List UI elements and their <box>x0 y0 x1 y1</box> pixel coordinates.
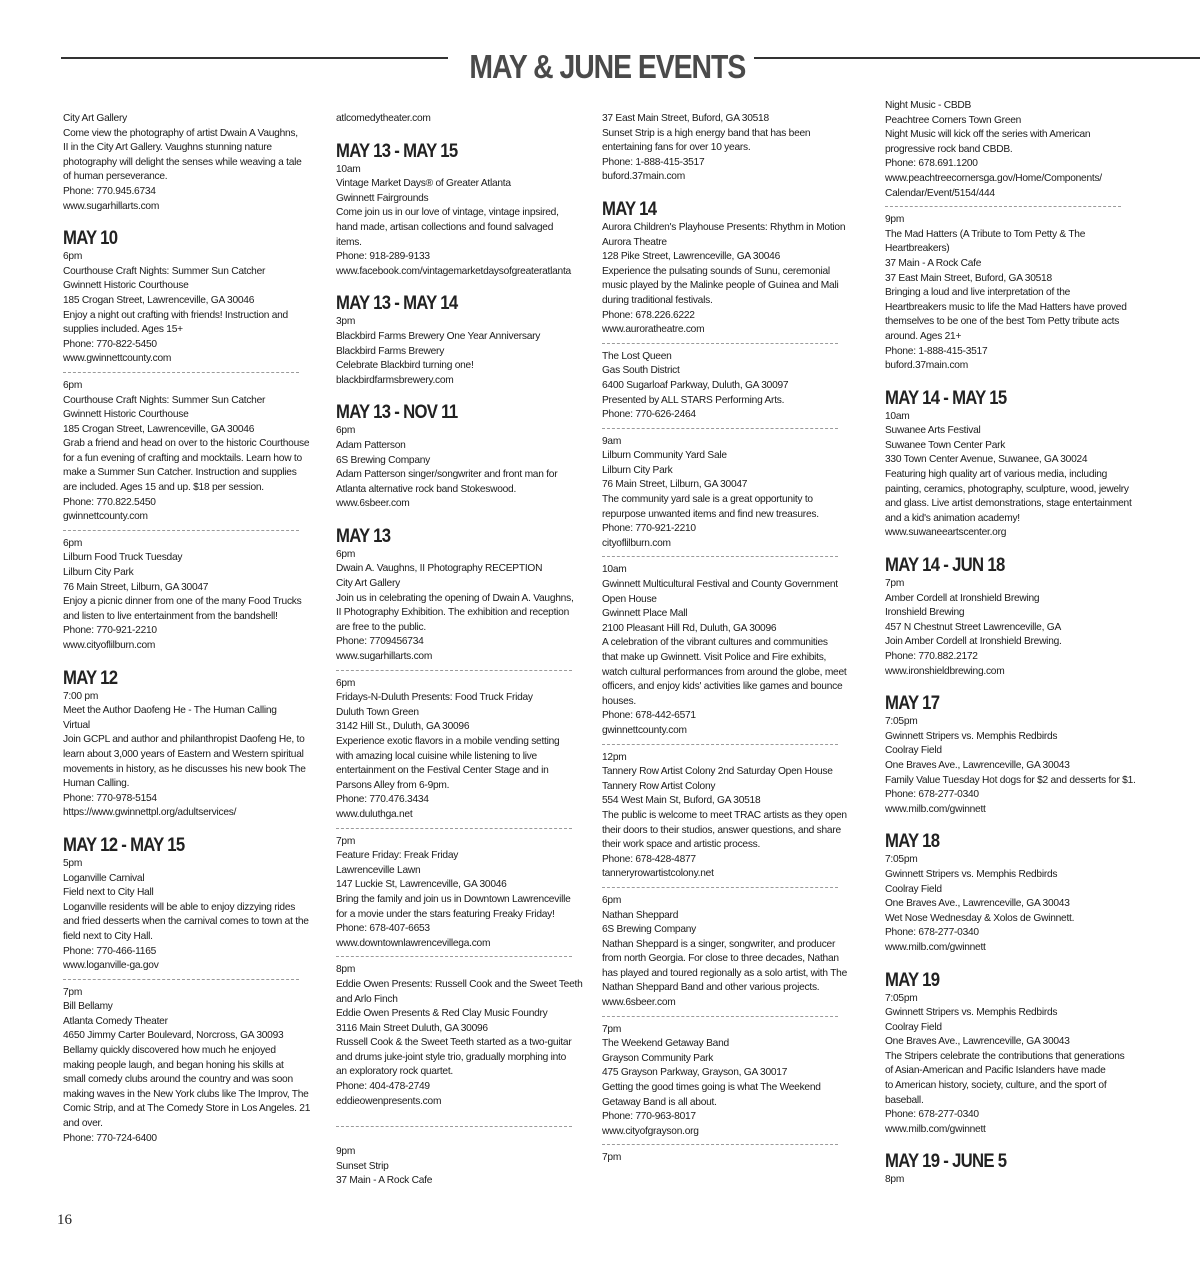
event-text-line: 7pm <box>602 1152 622 1164</box>
event-text-line: are free to the public. <box>336 621 426 633</box>
event-text-line: Parsons Alley from 6-9pm. <box>336 779 450 791</box>
event-text-line: www.6sbeer.com <box>336 498 410 510</box>
event-text-line: of Asian-American and Pacific Islanders have made <box>885 1065 1106 1077</box>
event-text-line: photography will delight the senses while weaving a tale <box>63 156 302 168</box>
event-text-line: 4650 Jimmy Carter Boulevard, Norcross, GA 30093 <box>63 1030 284 1042</box>
event-text-line: 554 West Main St, Buford, GA 30518 <box>602 795 761 807</box>
event-text-line: Adam Patterson singer/songwriter and front man for <box>336 469 558 481</box>
event-text-line: Phone: 678.226.6222 <box>602 309 695 321</box>
event-text-line: Phone: 1-888-415-3517 <box>602 156 705 168</box>
event-text-line: www.sugarhillarts.com <box>63 200 160 212</box>
event-divider <box>336 670 572 671</box>
event-text-line: Aurora Children's Playhouse Presents: Rhythm in Motion <box>602 221 846 233</box>
event-text-line: Meet the Author Daofeng He - The Human Calling <box>63 705 277 717</box>
event-text-line: Join GCPL and author and philanthropist Daofeng He, to <box>63 734 305 746</box>
event-text-line: Nathan Sheppard is a singer, songwriter, and producer <box>602 938 836 950</box>
event-text-line: A celebration of the vibrant cultures and communities <box>602 637 828 649</box>
event-text-line: 6pm <box>63 379 83 391</box>
event-text-line: Phone: 678-428-4877 <box>602 853 696 865</box>
event-text-line: their doors to their studios, answer questions, and share <box>602 824 841 836</box>
event-text-line: Presented by ALL STARS Performing Arts. <box>602 394 785 406</box>
event-text-line: atlcomedytheater.com <box>336 113 431 124</box>
event-text-line: Comic Strip, and at The Comedy Store in Los Angeles. 21 <box>63 1103 311 1115</box>
event-text-line: 7pm <box>602 1023 622 1035</box>
event-text-line: and glass. Live artist demonstrations, stage entertainment <box>885 498 1132 510</box>
event-text-line: 7pm <box>63 986 83 998</box>
event-text-line: 6pm <box>63 251 83 263</box>
event-text-line: painting, ceramics, photography, sculpture, wood, jewelry <box>885 483 1129 495</box>
event-text-line: Getaway Band is all about. <box>602 1096 717 1108</box>
event-text-line: houses. <box>602 695 636 707</box>
event-text-line: and listen to live entertainment from the bandshell! <box>63 610 278 622</box>
event-divider <box>602 1016 838 1017</box>
event-text-line: Phone: 770-921-2210 <box>602 523 696 535</box>
event-text-line: Grab a friend and head on over to the historic Courthouse <box>63 438 310 450</box>
event-text-line: Field next to City Hall <box>63 887 154 899</box>
event-text-line: 2100 Pleasant Hill Rd, Duluth, GA 30096 <box>602 622 777 634</box>
event-text-line: Lilburn Community Yard Sale <box>602 450 727 462</box>
event-text-line: 7:05pm <box>885 854 918 866</box>
event-date-heading: MAY 12 <box>63 667 118 689</box>
event-text-line: Sunset Strip is a high energy band that has been <box>602 127 811 139</box>
event-text-line: 7:05pm <box>885 992 918 1004</box>
event-text-line: Phone: 678.691.1200 <box>885 158 978 170</box>
event-text-line: for a fun evening of crafting and mocktails. Learn how to <box>63 452 302 464</box>
event-text-line: Coolray Field <box>885 1021 942 1033</box>
event-text-line: Gwinnett Multicultural Festival and County Government <box>602 579 838 591</box>
event-text-line: making people laugh, and began honing his skills at <box>63 1059 284 1071</box>
event-text-line: Coolray Field <box>885 883 942 895</box>
event-text-line: 475 Grayson Parkway, Grayson, GA 30017 <box>602 1067 788 1079</box>
event-text-line: Phone: 678-407-6653 <box>336 923 430 935</box>
event-text-line: Loganville Carnival <box>63 872 145 884</box>
event-text-line: Amber Cordell at Ironshield Brewing <box>885 592 1040 604</box>
event-text-line: small comedy clubs around the country and was soon <box>63 1074 293 1086</box>
event-text-line: Phone: 770-724-6400 <box>63 1132 157 1144</box>
event-divider <box>602 1144 838 1145</box>
event-text-line: https://www.gwinnettpl.org/adultservices/ <box>63 807 237 819</box>
event-text-line: around. Ages 21+ <box>885 330 962 342</box>
event-text-line: Ironshield Brewing <box>885 607 965 619</box>
event-text-line: Peachtree Corners Town Green <box>885 114 1022 126</box>
event-text-line: Aurora Theatre <box>602 236 667 248</box>
event-text-line: Suwanee Arts Festival <box>885 425 981 437</box>
event-text-line: 6pm <box>602 894 622 906</box>
event-text-line: Bring the family and join us in Downtown Lawrenceville <box>336 893 571 905</box>
event-text-line: www.loganville-ga.gov <box>63 960 159 972</box>
event-text-line: www.downtownlawrencevillega.com <box>336 937 491 949</box>
event-text-line: 10am <box>885 410 910 422</box>
event-text-line: Night Music - CBDB <box>885 100 972 111</box>
event-divider <box>602 744 838 745</box>
event-text-line: Experience the pulsating sounds of Sunu, ceremonial <box>602 265 830 277</box>
event-text-line: learn about 3,000 years of Eastern and Western spiritual <box>63 748 304 760</box>
event-text-line: gwinnettcounty.com <box>63 511 148 523</box>
event-date-heading: MAY 13 - MAY 15 <box>336 140 458 162</box>
event-text-line: www.6sbeer.com <box>602 997 676 1009</box>
event-text-line: buford.37main.com <box>885 360 968 372</box>
event-text-line: 6pm <box>336 425 356 437</box>
event-text-line: 6S Brewing Company <box>602 924 697 936</box>
event-text-line: and drums juke-joint style trio, gradually morphing into <box>336 1051 567 1063</box>
event-text-line: progressive rock band CBDB. <box>885 143 1013 155</box>
event-text-line: City Art Gallery <box>336 578 400 590</box>
header-rule-left <box>61 57 448 59</box>
event-text-line: Gas South District <box>602 365 680 377</box>
event-text-line: buford.37main.com <box>602 171 685 183</box>
event-text-line: 6pm <box>336 677 356 689</box>
event-text-line: City Art Gallery <box>63 113 127 124</box>
event-text-line: 6pm <box>63 537 83 549</box>
event-date-heading: MAY 18 <box>885 831 940 853</box>
event-text-line: Phone: 770.822.5450 <box>63 496 156 508</box>
event-text-line: are included. Ages 15 and up. $18 per session. <box>63 482 264 494</box>
event-text-line: Feature Friday: Freak Friday <box>336 850 459 862</box>
event-text-line: supplies included. Ages 15+ <box>63 324 183 336</box>
event-text-line: Lawrenceville Lawn <box>336 864 421 876</box>
event-text-line: One Braves Ave., Lawrenceville, GA 30043 <box>885 898 1070 910</box>
event-text-line: 9am <box>602 435 622 447</box>
event-text-line: 8pm <box>336 964 356 976</box>
event-text-line: 7pm <box>336 835 356 847</box>
event-text-line: Join us in celebrating the opening of Dwain A. Vaughns, <box>336 592 574 604</box>
event-text-line: Russell Cook & the Sweet Teeth started as a two-guitar <box>336 1037 572 1049</box>
event-text-line: Fridays-N-Duluth Presents: Food Truck Friday <box>336 692 533 704</box>
event-text-line: The Mad Hatters (A Tribute to Tom Petty & The <box>885 228 1086 240</box>
event-text-line: Phone: 7709456734 <box>336 636 424 648</box>
event-text-line: Gwinnett Stripers vs. Memphis Redbirds <box>885 730 1058 742</box>
event-text-line: 12pm <box>602 751 627 763</box>
event-text-line: with amazing local cuisine while listening to live <box>336 750 537 762</box>
event-text-line: 37 Main - A Rock Cafe <box>336 1175 433 1187</box>
event-text-line: II Photography Exhibition. The exhibition and reception <box>336 607 569 619</box>
event-text-line: Heartbreakers music to life the Mad Hatters have proved <box>885 301 1127 313</box>
event-text-line: field next to City Hall. <box>63 930 153 942</box>
event-text-line: Bill Bellamy <box>63 1001 113 1013</box>
event-text-line: tanneryrowartistcolony.net <box>602 868 714 880</box>
event-text-line: and over. <box>63 1118 103 1130</box>
event-text-line: of human perseverance. <box>63 171 168 183</box>
event-text-line: Phone: 404-478-2749 <box>336 1081 430 1093</box>
event-text-line: One Braves Ave., Lawrenceville, GA 30043 <box>885 1036 1070 1048</box>
event-text-line: for a movie under the stars featuring Freaky Friday! <box>336 908 555 920</box>
event-text-line: Courthouse Craft Nights: Summer Sun Catcher <box>63 394 266 406</box>
event-text-line: items. <box>336 236 362 248</box>
event-text-line: Family Value Tuesday Hot dogs for $2 and desserts for $1. <box>885 774 1136 786</box>
event-text-line: Phone: 1-888-415-3517 <box>885 345 988 357</box>
event-text-line: Calendar/Event/5154/444 <box>885 187 995 199</box>
event-text-line: Phone: 770-921-2210 <box>63 625 157 637</box>
event-text-line: Phone: 770-626-2464 <box>602 409 696 421</box>
event-date-heading: MAY 14 - MAY 15 <box>885 387 1007 409</box>
event-text-line: Bellamy quickly discovered how much he enjoyed <box>63 1045 276 1057</box>
event-text-line: 147 Luckie St, Lawrenceville, GA 30046 <box>336 879 507 891</box>
event-text-line: make a Summer Sun Catcher. Instruction and supplies <box>63 467 297 479</box>
event-text-line: Come join us in our love of vintage, vintage inpsired, <box>336 207 559 219</box>
event-text-line: Eddie Owen Presents & Red Clay Music Foundry <box>336 1008 548 1020</box>
event-text-line: 3pm <box>336 316 356 328</box>
event-text-line: Experience exotic flavors in a mobile vending setting <box>336 736 560 747</box>
event-text-line: their work space and artistic process. <box>602 839 761 851</box>
event-text-line: Celebrate Blackbird turning one! <box>336 360 474 372</box>
event-text-line: 37 East Main Street, Buford, GA 30518 <box>885 272 1052 284</box>
events-column-3 <box>602 112 858 1166</box>
event-text-line: Phone: 770.945.6734 <box>63 185 156 197</box>
event-divider <box>336 956 572 957</box>
event-text-line: making waves in the New York clubs like The Improv, The <box>63 1088 309 1100</box>
event-text-line: Phone: 770.476.3434 <box>336 794 429 806</box>
event-text-line: Phone: 770-978-5154 <box>63 792 157 804</box>
event-text-line: baseball. <box>885 1094 924 1106</box>
event-text-line: Adam Patterson <box>336 439 406 451</box>
event-text-line: Vintage Market Days® of Greater Atlanta <box>336 178 511 190</box>
event-text-line: Nathan Sheppard Band and other various projects. <box>602 982 820 994</box>
event-text-line: Heartbreakers) <box>885 243 950 255</box>
event-text-line: music played by the Malinke people of Guinea and Mali <box>602 280 839 292</box>
event-text-line: and Arlo Finch <box>336 993 398 1005</box>
event-text-line: Phone: 678-277-0340 <box>885 927 979 939</box>
events-column-1 <box>63 112 319 1146</box>
event-text-line: cityoflilburn.com <box>602 537 671 549</box>
event-text-line: Lilburn City Park <box>602 464 673 476</box>
event-divider <box>63 372 299 373</box>
event-text-line: www.cityoflilburn.com <box>63 640 156 651</box>
event-text-line: officers, and enjoy kids' activities like games and bounce <box>602 681 843 693</box>
event-text-line: Featuring high quality art of various media, including <box>885 469 1108 481</box>
event-text-line: 6400 Sugarloaf Parkway, Duluth, GA 30097 <box>602 379 789 391</box>
event-date-heading: MAY 12 - MAY 15 <box>63 834 185 856</box>
event-date-heading: MAY 14 - JUN 18 <box>885 555 1005 577</box>
event-text-line: 185 Crogan Street, Lawrenceville, GA 30046 <box>63 294 255 306</box>
event-text-line: www.facebook.com/vintagemarketdaysofgreateratlanta <box>336 265 571 277</box>
event-text-line: Lilburn City Park <box>63 567 134 579</box>
event-text-line: 6pm <box>336 548 356 560</box>
event-text-line: eddieowenpresents.com <box>336 1095 442 1107</box>
event-text-line: 128 Pike Street, Lawrenceville, GA 30046 <box>602 251 781 263</box>
header-rule-right <box>754 57 1200 59</box>
event-text-line: that make up Gwinnett. Visit Police and Fire exhibits, <box>602 652 827 663</box>
event-text-line: 8pm <box>885 1174 905 1186</box>
event-text-line: gwinnettcounty.com <box>602 724 687 736</box>
event-text-line: 7pm <box>885 578 905 590</box>
event-text-line: Blackbird Farms Brewery One Year Anniversary <box>336 330 541 342</box>
event-text-line: Courthouse Craft Nights: Summer Sun Catcher <box>63 265 266 277</box>
event-text-line: www.milb.com/gwinnett <box>885 803 986 815</box>
event-text-line: www.milb.com/gwinnett <box>885 1123 986 1135</box>
page-number: 16 <box>57 1212 72 1228</box>
event-text-line: The Lost Queen <box>602 350 672 362</box>
event-text-line: 6S Brewing Company <box>336 454 431 466</box>
event-text-line: 37 East Main Street, Buford, GA 30518 <box>602 113 769 124</box>
event-text-line: 185 Crogan Street, Lawrenceville, GA 30046 <box>63 423 255 435</box>
event-text-line: an exploratory rock quartet. <box>336 1066 454 1078</box>
event-text-line: Getting the good times going is what The Weekend <box>602 1082 821 1094</box>
event-text-line: Tannery Row Artist Colony <box>602 780 716 792</box>
event-text-line: www.sugarhillarts.com <box>336 651 433 663</box>
event-text-line: and fried desserts when the carnival comes to town at the <box>63 916 309 928</box>
event-divider <box>63 979 299 980</box>
spacer <box>336 1133 586 1145</box>
event-text-line: Eddie Owen Presents: Russell Cook and the Sweet Teeth <box>336 978 583 990</box>
event-text-line: The public is welcome to meet TRAC artists as they open <box>602 809 847 821</box>
event-text-line: www.duluthga.net <box>336 808 413 820</box>
event-text-line: blackbirdfarmsbrewery.com <box>336 374 454 386</box>
event-text-line: The community yard sale is a great opportunity to <box>602 494 813 506</box>
event-text-line: movements in history, as he discusses his new book The <box>63 763 306 775</box>
event-text-line: hand made, artisan collections and found salvaged <box>336 221 554 233</box>
event-text-line: Duluth Town Green <box>336 706 419 718</box>
event-divider <box>602 887 838 888</box>
event-text-line: II in the City Art Gallery. Vaughns stunning nature <box>63 142 272 154</box>
event-date-heading: MAY 19 - JUNE 5 <box>885 1151 1007 1173</box>
event-text-line: Sunset Strip <box>336 1160 389 1172</box>
event-text-line: 7:00 pm <box>63 690 99 702</box>
event-text-line: www.cityofgrayson.org <box>602 1125 699 1137</box>
event-text-line: Gwinnett Fairgrounds <box>336 192 429 204</box>
event-text-line: Phone: 770-466-1165 <box>63 945 157 957</box>
event-text-line: Enjoy a night out crafting with friends! Instruction and <box>63 309 288 321</box>
event-text-line: repurpose unwanted items and find new treasures. <box>602 508 819 520</box>
event-text-line: www.auroratheatre.com <box>602 324 705 336</box>
event-divider <box>602 428 838 429</box>
events-column-4 <box>885 99 1147 1188</box>
event-text-line: www.ironshieldbrewing.com <box>885 665 1005 677</box>
event-text-line: entertainment on the Festival Center Stage and in <box>336 765 549 777</box>
event-text-line: Phone: 678-442-6571 <box>602 710 696 722</box>
event-text-line: Dwain A. Vaughns, II Photography RECEPTION <box>336 563 543 575</box>
event-text-line: Suwanee Town Center Park <box>885 439 1006 451</box>
event-text-line: 37 Main - A Rock Cafe <box>885 257 982 269</box>
event-text-line: watch cultural performances from around the globe, meet <box>602 666 847 678</box>
event-text-line: Phone: 770-822-5450 <box>63 338 157 350</box>
event-text-line: Tannery Row Artist Colony 2nd Saturday Open House <box>602 766 833 778</box>
event-text-line: Atlanta Comedy Theater <box>63 1015 168 1027</box>
event-date-heading: MAY 13 - MAY 14 <box>336 293 458 315</box>
event-text-line: 457 N Chestnut Street Lawrenceville, GA <box>885 621 1061 633</box>
spacer <box>336 1109 586 1121</box>
event-text-line: 3116 Main Street Duluth, GA 30096 <box>336 1022 488 1034</box>
event-text-line: 76 Main Street, Lilburn, GA 30047 <box>63 581 209 593</box>
event-date-heading: MAY 13 <box>336 525 391 547</box>
event-text-line: Wet Nose Wednesday & Xolos de Gwinnett. <box>885 912 1075 924</box>
event-text-line: during traditional festivals. <box>602 294 713 306</box>
event-divider <box>336 1126 572 1127</box>
event-date-heading: MAY 14 <box>602 198 657 220</box>
event-text-line: www.suwaneeartscenter.org <box>885 527 1007 539</box>
event-text-line: 76 Main Street, Lilburn, GA 30047 <box>602 479 748 491</box>
event-text-line: Enjoy a picnic dinner from one of the many Food Trucks <box>63 596 302 608</box>
event-text-line: Atlanta alternative rock band Stokeswood. <box>336 483 517 495</box>
event-text-line: Phone: 770.882.2172 <box>885 651 978 662</box>
event-text-line: has played and toured regionally as a solo artist, with The <box>602 967 847 979</box>
event-divider <box>602 343 838 344</box>
event-text-line: One Braves Ave., Lawrenceville, GA 30043 <box>885 759 1070 771</box>
event-text-line: Phone: 770-963-8017 <box>602 1111 696 1123</box>
event-text-line: Coolray Field <box>885 745 942 757</box>
event-text-line: from north Georgia. For close to three decades, Nathan <box>602 953 839 965</box>
event-text-line: Gwinnett Stripers vs. Memphis Redbirds <box>885 868 1058 880</box>
event-text-line: 330 Town Center Avenue, Suwanee, GA 30024 <box>885 454 1088 466</box>
event-text-line: Grayson Community Park <box>602 1052 714 1064</box>
event-text-line: www.gwinnettcounty.com <box>63 353 172 365</box>
event-date-heading: MAY 10 <box>63 228 118 250</box>
event-text-line: Lilburn Food Truck Tuesday <box>63 552 183 564</box>
event-text-line: 5pm <box>63 857 83 869</box>
event-text-line: and a kid's animation academy! <box>885 512 1020 524</box>
event-text-line: Nathan Sheppard <box>602 909 679 921</box>
event-text-line: The Weekend Getaway Band <box>602 1038 729 1050</box>
event-date-heading: MAY 17 <box>885 693 940 715</box>
event-text-line: Come view the photography of artist Dwain A Vaughns, <box>63 127 298 139</box>
events-column-2 <box>336 112 586 1189</box>
event-date-heading: MAY 13 - NOV 11 <box>336 402 458 424</box>
event-text-line: 9pm <box>885 214 905 226</box>
event-text-line: Gwinnett Historic Courthouse <box>63 280 189 292</box>
event-text-line: Loganville residents will be able to enjoy dizzying rides <box>63 901 296 913</box>
event-text-line: 10am <box>602 564 627 576</box>
event-date-heading: MAY 19 <box>885 969 940 991</box>
page-title: MAY & JUNE EVENTS <box>469 48 746 85</box>
event-text-line: Phone: 678-277-0340 <box>885 1109 979 1121</box>
event-text-line: Night Music will kick off the series with American <box>885 129 1091 141</box>
event-text-line: www.milb.com/gwinnett <box>885 941 986 953</box>
event-divider <box>602 556 838 557</box>
event-text-line: entertaining fans for over 10 years. <box>602 142 751 154</box>
event-text-line: to American history, society, culture, and the sport of <box>885 1080 1107 1092</box>
event-text-line: www.peachtreecornersga.gov/Home/Components/ <box>885 172 1102 184</box>
event-text-line: 10am <box>336 163 361 175</box>
event-text-line: Human Calling. <box>63 778 130 790</box>
event-text-line: Open House <box>602 593 657 605</box>
event-text-line: 3142 Hill St., Duluth, GA 30096 <box>336 721 470 733</box>
event-text-line: themselves to be one of the best Tom Petty tribute acts <box>885 316 1120 328</box>
event-text-line: 7:05pm <box>885 716 918 728</box>
event-text-line: Phone: 678-277-0340 <box>885 789 979 801</box>
event-divider <box>63 530 299 531</box>
event-text-line: 9pm <box>336 1146 356 1158</box>
event-text-line: Blackbird Farms Brewery <box>336 345 445 357</box>
event-text-line: Gwinnett Place Mall <box>602 608 688 620</box>
event-text-line: The Stripers celebrate the contributions that generations <box>885 1050 1125 1062</box>
event-text-line: Bringing a loud and live interpretation of the <box>885 287 1071 299</box>
event-text-line: Gwinnett Stripers vs. Memphis Redbirds <box>885 1007 1058 1019</box>
event-text-line: Phone: 918-289-9133 <box>336 251 430 263</box>
event-divider <box>336 828 572 829</box>
event-text-line: Virtual <box>63 719 90 731</box>
event-text-line: Gwinnett Historic Courthouse <box>63 409 189 421</box>
event-divider <box>885 206 1121 207</box>
event-text-line: Join Amber Cordell at Ironshield Brewing. <box>885 636 1062 648</box>
